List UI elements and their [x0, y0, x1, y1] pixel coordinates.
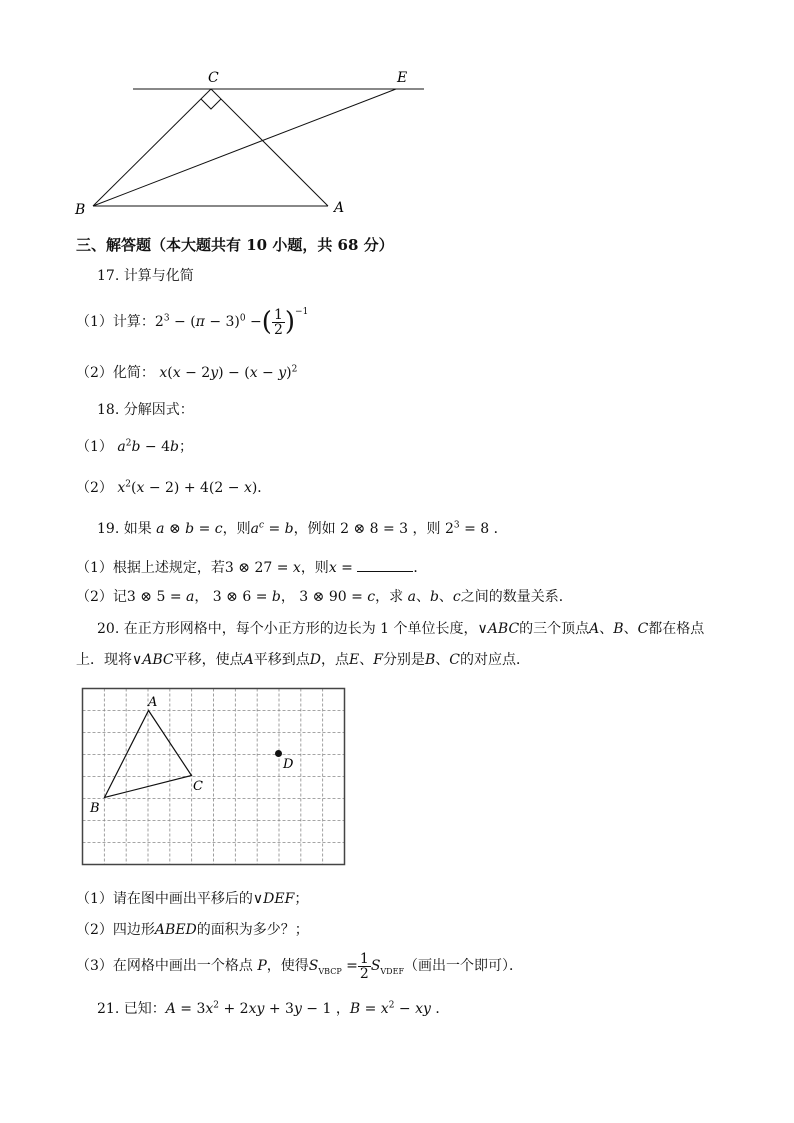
q21-given: 21. 已知：$A = 3x^2 + 2xy + 3y - 1$ ，$B = x^2$ − xy ．	[97, 1000, 450, 1017]
triangle-figure	[60, 60, 440, 225]
q20-part3: （3）在网格中画出一个格点 P ，使得 $S_{VBCP}$ = $\frac{1}{2}$ $S_{VDEF}$ （画出一个即可）．	[76, 950, 523, 982]
grid-figure	[80, 686, 348, 868]
segment-be	[93, 89, 396, 206]
q19-part1: （1）根据上述规定，若3 ⊗ 27 = x，则x = ．	[76, 557, 427, 577]
q17-part1: （1）计算： $2^3 - (\pi - 3)^0$ − ( $\frac{1}{2}$ ) $^{-1}$	[76, 306, 309, 338]
label-b: B	[75, 202, 86, 218]
q19-part2: （2）记3 ⊗ 5 = a， 3 ⊗ 6 = b， 3 ⊗ 90 = c，求 a、b、c之间的数量关系．	[76, 589, 573, 605]
grid-label-a: A	[148, 695, 158, 710]
q20-part1: （1）请在图中画出平移后的∨DEF；	[76, 891, 309, 907]
segment-bc	[93, 89, 211, 206]
segment-ca	[211, 89, 328, 206]
label-c: C	[208, 70, 219, 86]
grid-lines	[83, 689, 345, 865]
q17-title: 17. 计算与化简	[97, 268, 194, 284]
label-e: E	[397, 70, 408, 86]
grid-label-c: C	[193, 779, 203, 794]
point-d	[275, 750, 282, 757]
q20-part2: （2）四边形ABED的面积为多少？；	[76, 922, 309, 938]
grid-label-d: D	[283, 757, 294, 772]
right-angle-mark	[201, 99, 221, 109]
label-a: A	[334, 200, 345, 216]
q20-line1: 20. 在正方形网格中，每个小正方形的边长为 1 个单位长度，∨ABC的三个顶点A、B、C都在格点	[97, 621, 705, 637]
q19-intro: 19. 如果 a ⊗ b = c，则$a^c = b$，例如 2 ⊗ 8 = 3 ，则 $2^3 = 8$ ．	[97, 520, 508, 537]
section-title: 三、解答题（本大题共有 10 小题，共 68 分）	[76, 236, 394, 254]
q20-line2: 上．现将∨ABC平移，使点A平移到点D，点E、F分别是B、C的对应点．	[76, 652, 530, 668]
q18-title: 18. 分解因式：	[97, 402, 194, 418]
q18-part1: （1） $a^2b - 4b$；	[76, 438, 193, 455]
q18-part2: （2） $x^2(x - 2) + 4(2 - x)$．	[76, 479, 272, 496]
answer-blank[interactable]	[357, 557, 413, 572]
q17-part2: （2）化简： $x(x - 2y) - (x - y)^2$	[76, 364, 298, 381]
grid-label-b: B	[90, 801, 100, 816]
